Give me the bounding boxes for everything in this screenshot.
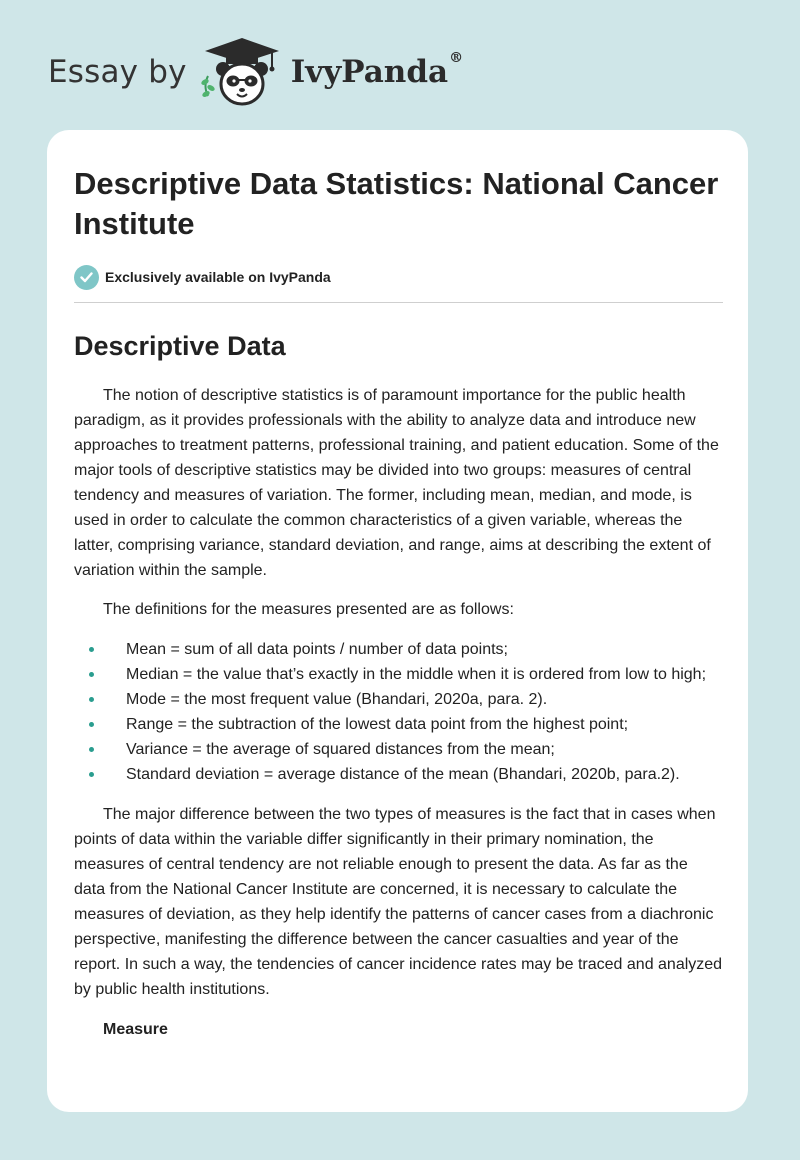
brand-name: IvyPanda®: [290, 50, 464, 90]
table-header-measure: Measure: [103, 1021, 168, 1038]
list-item: Variance = the average of squared distances from the mean;: [74, 737, 723, 762]
list-item: Range = the subtraction of the lowest data point from the highest point;: [74, 712, 723, 737]
section-heading: Descriptive Data: [74, 331, 286, 361]
bullet-icon: [89, 647, 94, 652]
bullet-icon: [89, 772, 94, 777]
bullet-icon: [89, 672, 94, 677]
article-title: Descriptive Data Statistics: National Cancer Institute: [74, 166, 719, 241]
brand-prefix: Essay by: [48, 54, 187, 90]
list-item: Mode = the most frequent value (Bhandari, 2020a, para. 2).: [74, 687, 723, 712]
list-item: Median = the value that’s exactly in the middle when it is ordered from low to high;: [74, 662, 723, 687]
exclusive-label: Exclusively available on IvyPanda: [105, 269, 331, 285]
bullet-icon: [89, 722, 94, 727]
article-card: [47, 130, 748, 1112]
divider: [74, 302, 723, 303]
article-content: [74, 164, 723, 1042]
paragraph-differences: The major difference between the two types of measures is the fact that in cases when points of data within the variable differ significantly in their primary nomination, the measures of central tendency are not reliable enough to present the data. As far as the data from the National Cancer Institute are concerned, it is necessary to calculate the measures of deviation, as they help identify the patterns of cancer cases from a diachronic perspective, manifesting the difference between the cancer casualties and year of the report. In such a way, the tendencies of cancer incidence rates may be traced and analyzed by public health institutions.: [74, 806, 723, 998]
check-circle-icon: [74, 265, 99, 290]
panda-logo-icon: [199, 34, 285, 110]
brand-header[interactable]: [48, 34, 463, 110]
exclusive-badge: [74, 264, 723, 290]
list-item: Mean = sum of all data points / number of data points;: [74, 637, 723, 662]
paragraph-intro: The notion of descriptive statistics is of paramount importance for the public health paradigm, as it provides professionals with the ability to analyze data and introduce new approaches to treatment patterns, professional training, and patient education. Some of the major tools of descriptive statistics may be divided into two groups: measures of central tendency and measures of variation. The former, including mean, median, and mode, is used in order to calculate the common characteristics of a given variable, whereas the latter, comprising variance, standard deviation, and range, aims at describing the extent of variation within the sample.: [74, 387, 719, 579]
list-item: Standard deviation = average distance of the mean (Bhandari, 2020b, para.2).: [74, 762, 723, 787]
paragraph-definitions: The definitions for the measures presented are as follows:: [103, 601, 514, 618]
bullet-icon: [89, 747, 94, 752]
bullet-icon: [89, 697, 94, 702]
definitions-list: [74, 637, 723, 787]
